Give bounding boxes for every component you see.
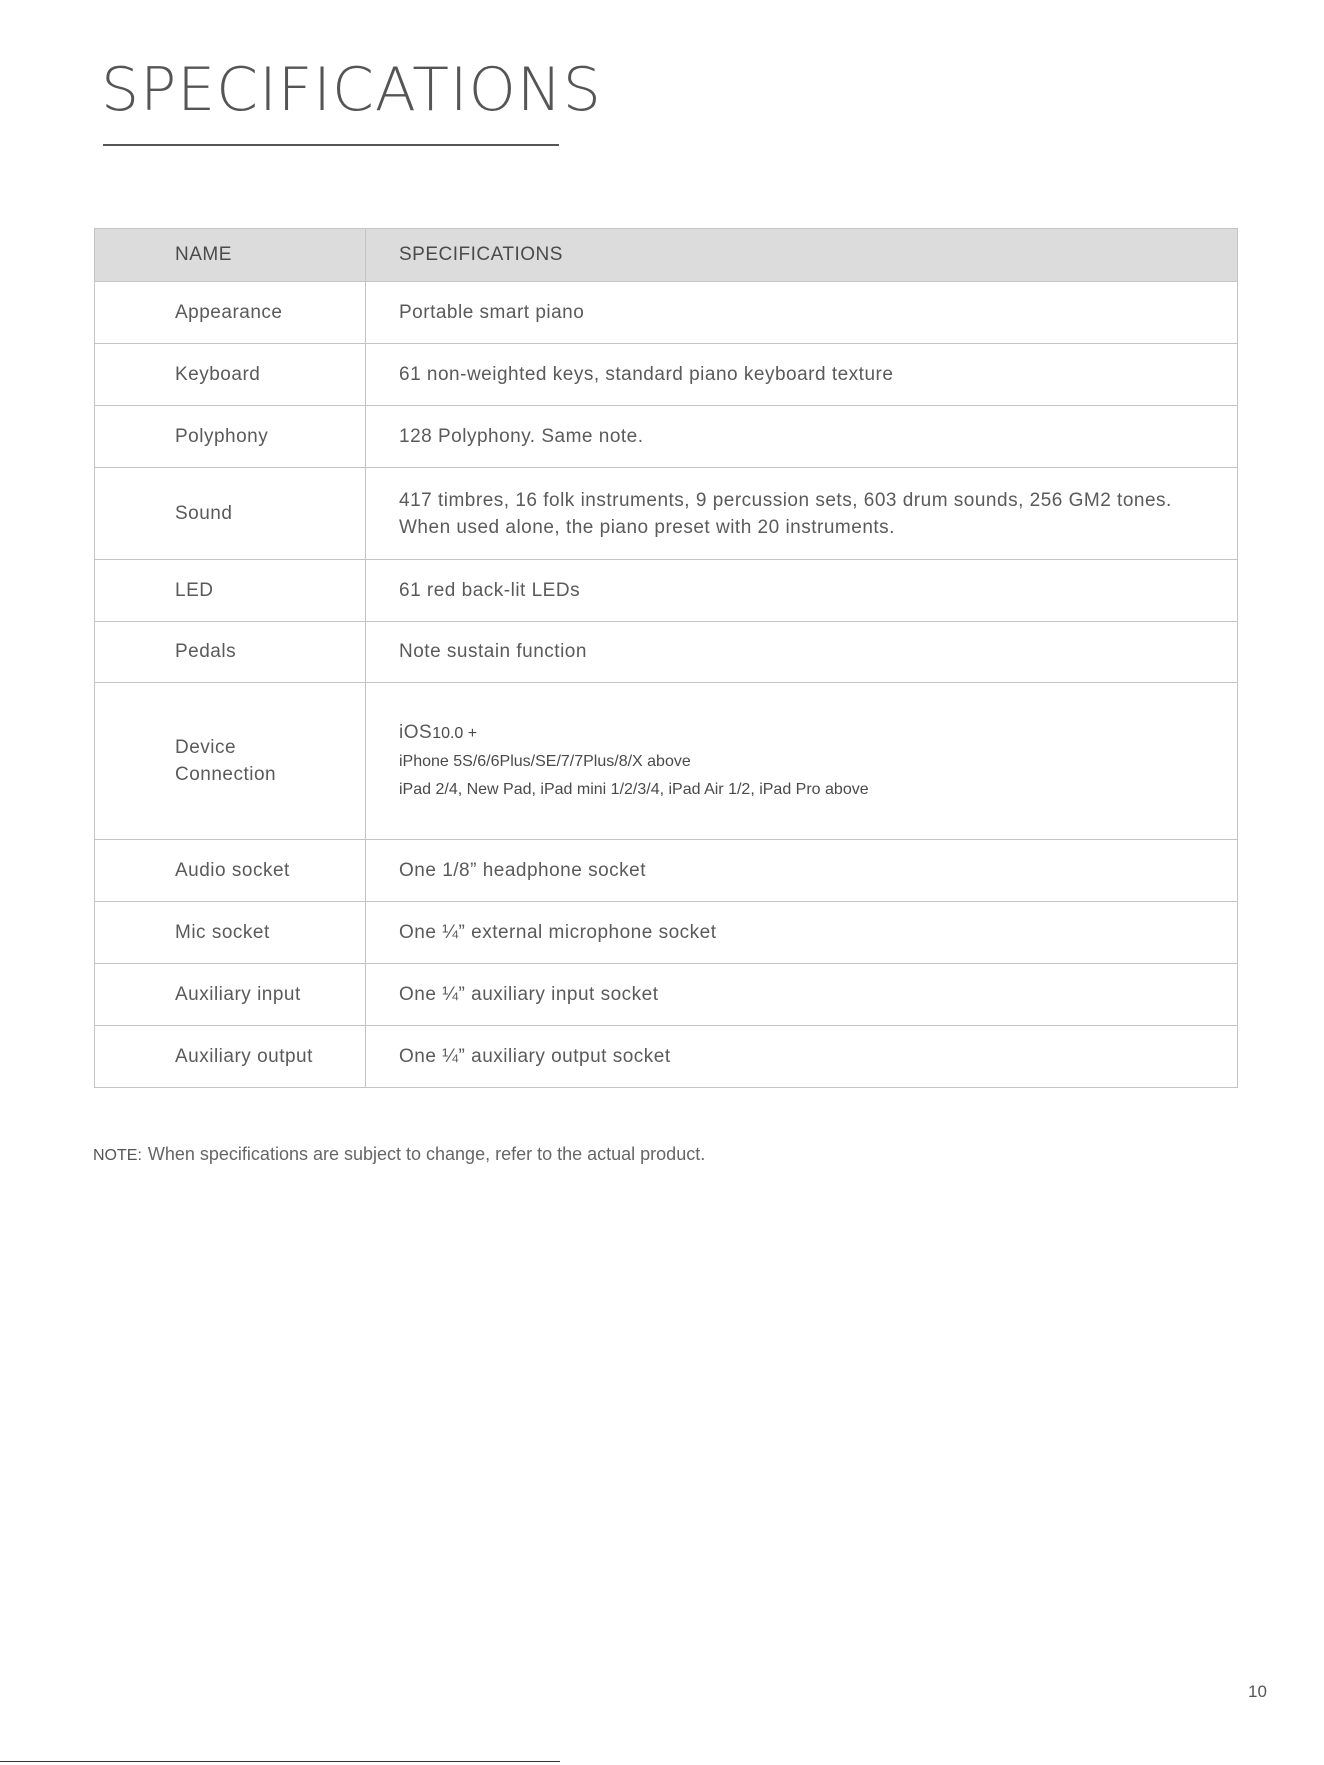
table-row	[95, 282, 1238, 344]
table-row	[95, 902, 1238, 964]
row-name: Auxiliary input	[95, 964, 366, 1026]
row-name: Keyboard	[95, 344, 366, 406]
row-spec: Note sustain function	[366, 622, 1238, 683]
row-name: Pedals	[95, 622, 366, 683]
table-header-row	[95, 229, 1238, 282]
row-spec: One ¼” auxiliary output socket	[366, 1026, 1238, 1088]
row-name-line: Device	[175, 737, 237, 758]
table-row	[95, 560, 1238, 622]
row-spec: 128 Polyphony. Same note.	[366, 406, 1238, 468]
row-spec-text: 417 timbres, 16 folk instruments, 9 percussion sets, 603 drum sounds, 256 GM2 tones. When used alone, the piano preset with 20 instruments.	[399, 489, 1172, 538]
iphone-requirement: iPhone 5S/6/6Plus/SE/7/7Plus/8/X above	[399, 752, 691, 770]
column-header-name: NAME	[95, 229, 366, 282]
column-header-specifications: SPECIFICATIONS	[366, 229, 1238, 282]
row-spec: Portable smart piano	[366, 282, 1238, 344]
row-spec	[366, 683, 1238, 840]
table-row	[95, 840, 1238, 902]
row-name: Auxiliary output	[95, 1026, 366, 1088]
ios-label: iOS	[399, 721, 433, 743]
note-text: When specifications are subject to change, refer to the actual product.	[147, 1144, 706, 1164]
row-spec: One ¼” auxiliary input socket	[366, 964, 1238, 1026]
ios-requirement	[399, 719, 1217, 748]
table-row	[95, 468, 1238, 560]
table-row	[95, 622, 1238, 683]
row-name: LED	[95, 560, 366, 622]
title-underline	[103, 144, 559, 146]
row-name: Polyphony	[95, 406, 366, 468]
specifications-table	[94, 228, 1238, 1088]
note-label: NOTE:	[93, 1147, 142, 1164]
row-spec	[366, 468, 1238, 560]
row-name: Mic socket	[95, 902, 366, 964]
ipad-requirement: iPad 2/4, New Pad, iPad mini 1/2/3/4, iPad Air 1/2, iPad Pro above	[399, 780, 869, 798]
row-spec: One 1/8” headphone socket	[366, 840, 1238, 902]
row-spec: One ¼” external microphone socket	[366, 902, 1238, 964]
table-row	[95, 964, 1238, 1026]
row-name: Sound	[95, 468, 366, 560]
table-row	[95, 344, 1238, 406]
row-name: Audio socket	[95, 840, 366, 902]
page-number: 10	[1248, 1682, 1267, 1701]
row-name: Appearance	[95, 282, 366, 344]
footnote	[93, 1144, 705, 1165]
row-spec: 61 non-weighted keys, standard piano keyboard texture	[366, 344, 1238, 406]
row-name	[95, 683, 366, 840]
table-row	[95, 406, 1238, 468]
ios-version: 10.0 +	[432, 724, 478, 742]
bottom-divider	[0, 1761, 560, 1762]
row-spec: 61 red back-lit LEDs	[366, 560, 1238, 622]
row-name-line: Connection	[175, 764, 277, 785]
page-title: SPECIFICATIONS	[101, 55, 602, 125]
table-row	[95, 1026, 1238, 1088]
table-row	[95, 683, 1238, 840]
